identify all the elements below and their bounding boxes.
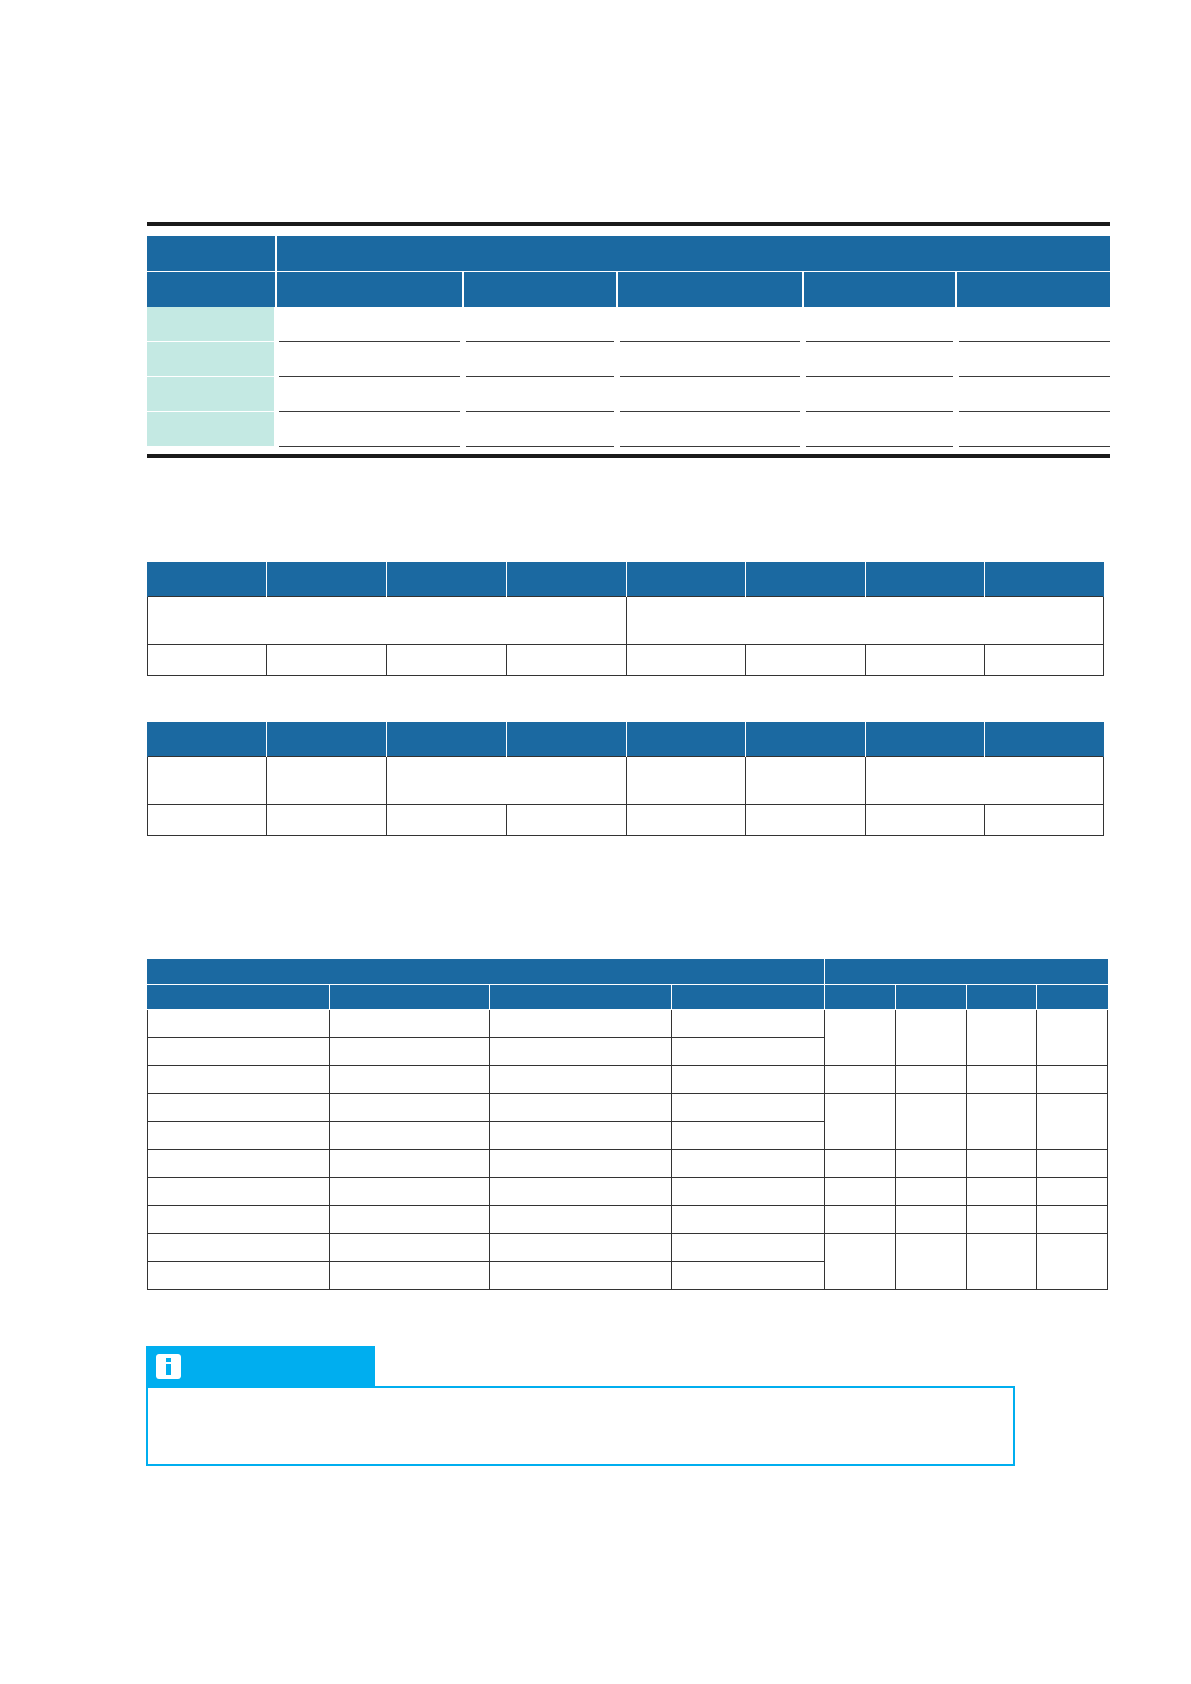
table-3-header-row <box>148 722 1104 757</box>
table-row <box>148 757 1104 805</box>
table-row <box>148 1010 1108 1038</box>
table-4-header-row-1 <box>148 959 1108 985</box>
table-2 <box>147 562 1104 676</box>
row-label-cell <box>147 412 276 447</box>
table-1 <box>147 236 1110 447</box>
table-row <box>148 1206 1108 1234</box>
table-1-top-rule <box>147 222 1110 226</box>
table-row <box>147 377 1110 412</box>
table-4 <box>147 959 1108 1290</box>
table-row <box>147 342 1110 377</box>
row-label-cell <box>147 342 276 377</box>
table-1-header-cell <box>147 272 276 307</box>
table-1-header-cell <box>803 272 956 307</box>
table-row <box>148 597 1104 645</box>
table-1-bottom-rule <box>147 454 1110 458</box>
table-4-header-row-2 <box>148 985 1108 1010</box>
table-row <box>148 1234 1108 1262</box>
table-3 <box>147 722 1104 836</box>
row-label-cell <box>147 307 276 342</box>
table-1-header-cell <box>147 236 276 271</box>
table-row <box>148 1150 1108 1178</box>
table-1-header-cell <box>276 272 463 307</box>
info-note-tab <box>146 1346 375 1386</box>
table-1-header-cell <box>956 272 1110 307</box>
table-row <box>148 645 1104 676</box>
table-2-header-row <box>148 562 1104 597</box>
info-note-box <box>146 1386 1015 1466</box>
table-row <box>148 1066 1108 1094</box>
table-1-header-row-1 <box>147 236 1110 271</box>
table-row <box>147 307 1110 342</box>
table-1-header-cell <box>617 272 803 307</box>
table-row <box>148 805 1104 836</box>
table-1-header-span-cell <box>276 236 1110 271</box>
table-1-header-row-2 <box>147 272 1110 307</box>
table-row <box>147 412 1110 447</box>
row-label-cell <box>147 377 276 412</box>
info-icon <box>156 1354 181 1379</box>
table-row <box>148 1178 1108 1206</box>
table-row <box>148 1094 1108 1122</box>
table-1-header-cell <box>463 272 617 307</box>
